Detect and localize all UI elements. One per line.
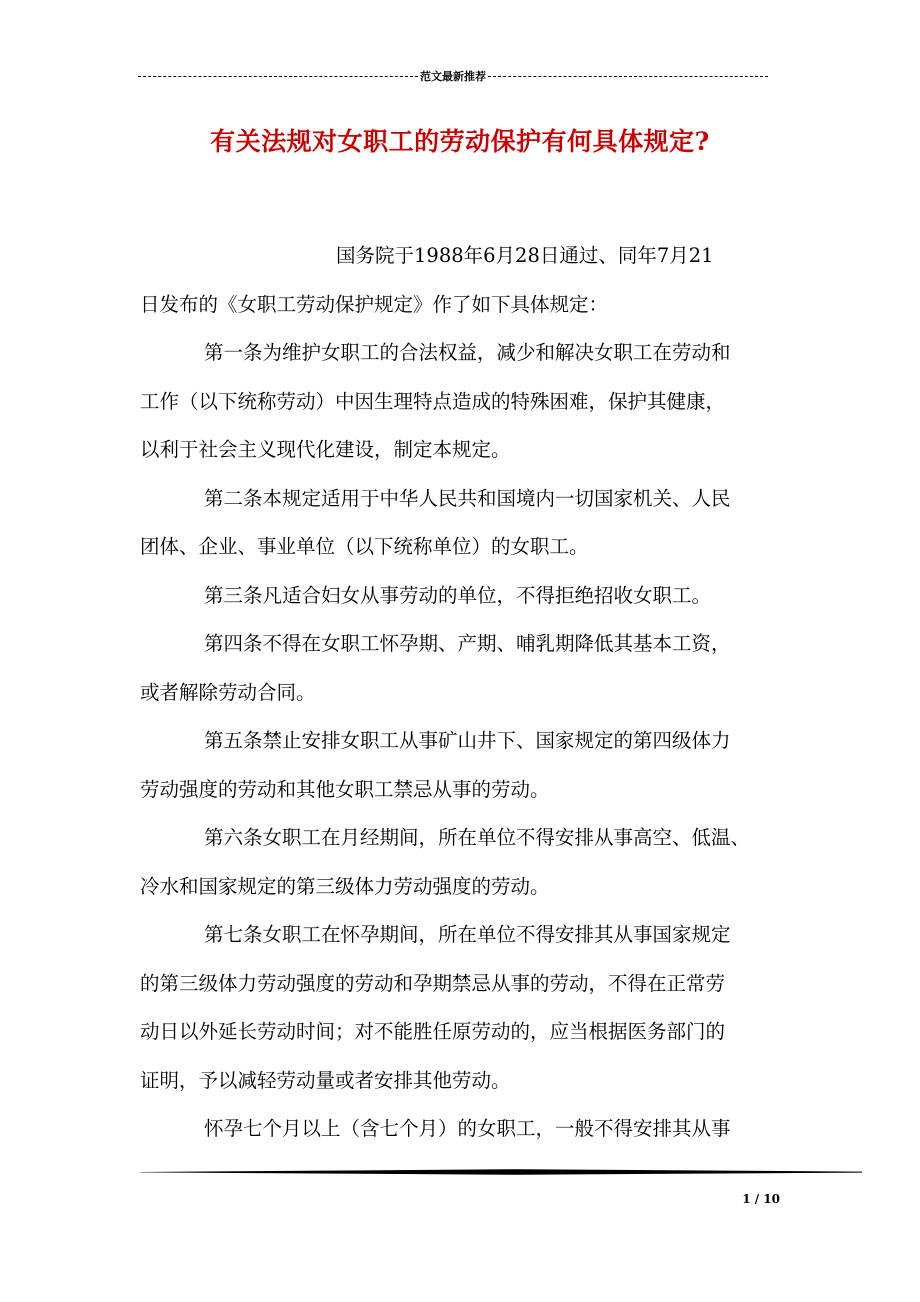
body-line: 第二条本规定适用于中华人民共和国境内一切国家机关、人民 bbox=[204, 486, 731, 510]
body-line: 工作（以下统称劳动）中因生理特点造成的特殊困难，保护其健康， bbox=[140, 389, 726, 413]
body-line: 的第三级体力劳动强度的劳动和孕期禁忌从事的劳动，不得在正常劳 bbox=[140, 971, 726, 995]
document-title: 有关法规对女职工的劳动保护有何具体规定? bbox=[210, 127, 710, 156]
document-body bbox=[140, 238, 798, 1160]
body-line: 团体、企业、事业单位（以下统称单位）的女职工。 bbox=[140, 535, 589, 558]
body-line: 劳动强度的劳动和其他女职工禁忌从事的劳动。 bbox=[140, 777, 550, 801]
body-line: 或者解除劳动合同。 bbox=[140, 680, 316, 704]
body-line: 日发布的《女职工劳动保护规定》作了如下具体规定： bbox=[140, 292, 609, 316]
body-line: 第六条女职工在月经期间，所在单位不得安排从事高空、低温、 bbox=[204, 826, 751, 849]
page-number: 1 / 10 bbox=[742, 1192, 780, 1206]
body-line: 怀孕七个月以上（含七个月）的女职工，一般不得安排其从事 bbox=[204, 1117, 731, 1140]
body-line: 第三条凡适合妇女从事劳动的单位，不得拒绝招收女职工。 bbox=[204, 583, 712, 607]
body-line: 第五条禁止安排女职工从事矿山井下、国家规定的第四级体力 bbox=[204, 729, 731, 752]
page-header bbox=[138, 68, 768, 84]
body-line: 冷水和国家规定的第三级体力劳动强度的劳动。 bbox=[140, 874, 550, 898]
footer-rule bbox=[140, 1168, 862, 1176]
body-line: 第一条为维护女职工的合法权益，减少和解决女职工在劳动和 bbox=[204, 341, 731, 364]
body-line: 以利于社会主义现代化建设，制定本规定。 bbox=[140, 438, 511, 461]
body-line: 国务院于1988年6月28日通过、同年7月21 bbox=[336, 244, 714, 267]
header-label: 范文最新推荐 bbox=[420, 70, 486, 83]
body-line: 第四条不得在女职工怀孕期、产期、哺乳期降低其基本工资， bbox=[204, 632, 731, 655]
header-dash-left bbox=[138, 76, 418, 77]
body-line: 第七条女职工在怀孕期间，所在单位不得安排其从事国家规定 bbox=[204, 923, 731, 946]
header-dash-right bbox=[488, 76, 768, 77]
body-line: 证明，予以减轻劳动量或者安排其他劳动。 bbox=[140, 1068, 511, 1092]
body-line: 动日以外延长劳动时间；对不能胜任原劳动的，应当根据医务部门的 bbox=[140, 1020, 726, 1043]
